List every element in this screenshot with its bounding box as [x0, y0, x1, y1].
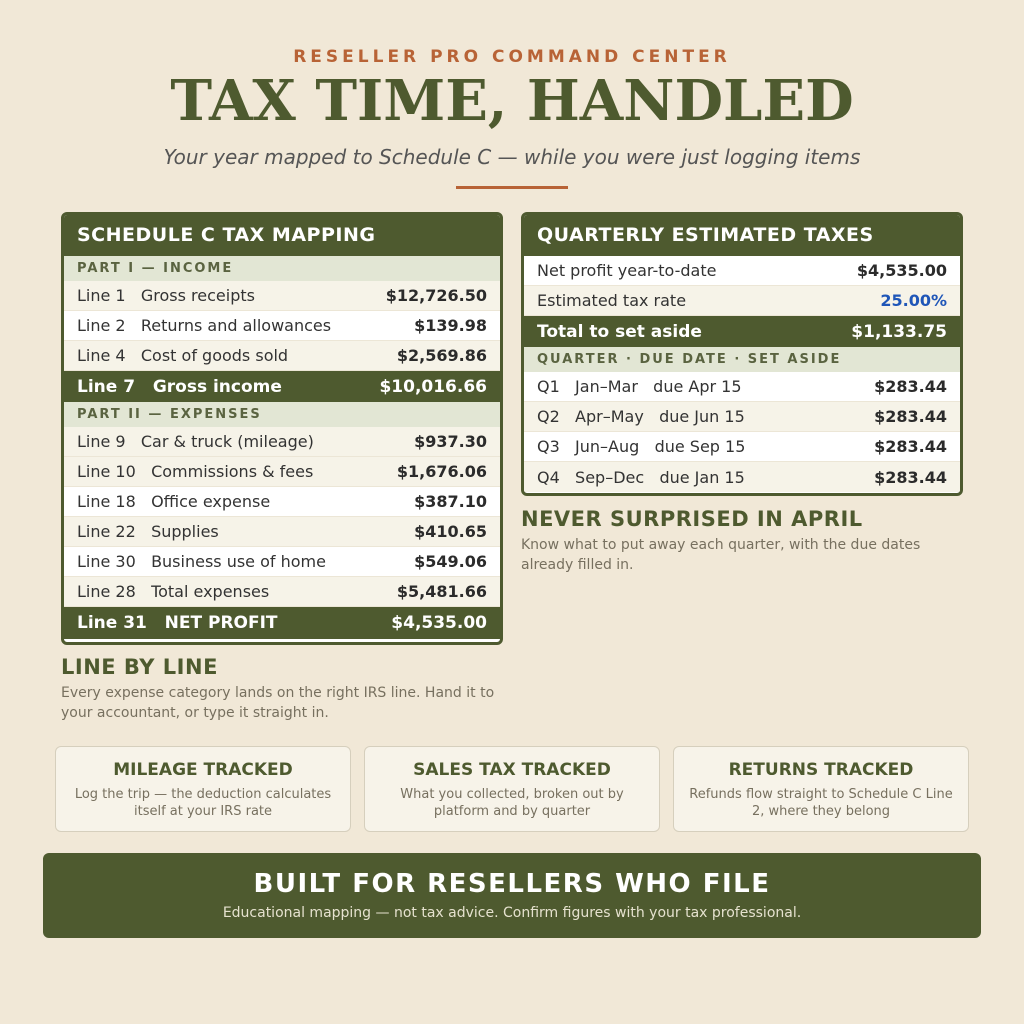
line-number: Line 30 [77, 552, 136, 571]
tile-text: Log the trip — the deduction calculates itself at your IRS rate [74, 787, 332, 819]
footer-banner [43, 853, 981, 938]
due-date: due Sep 15 [654, 437, 746, 456]
line-value: $4,535.00 [391, 613, 487, 633]
set-aside-amount: $283.44 [874, 377, 947, 396]
row-label: Total to set aside [537, 321, 702, 342]
line-number: Line 22 [77, 522, 136, 541]
table-row [64, 281, 500, 311]
tile-title: MILEAGE TRACKED [113, 760, 293, 780]
line-value: $2,569.86 [396, 346, 487, 365]
table-row [64, 457, 500, 487]
line-value: $12,726.50 [385, 286, 487, 305]
list-item [524, 432, 960, 462]
tile-title: SALES TAX TRACKED [413, 760, 611, 780]
table-row [64, 547, 500, 577]
line-number: Line 28 [77, 582, 136, 601]
line-label: NET PROFIT [164, 613, 278, 633]
line-label: Supplies [151, 522, 219, 541]
quarter-label: Q2 [537, 407, 560, 426]
line-label: Office expense [151, 492, 271, 511]
set-aside-amount: $283.44 [874, 437, 947, 456]
line-value: $5,481.66 [396, 582, 487, 601]
gross-income-row [64, 371, 500, 402]
eyebrow-label: RESELLER PRO COMMAND CENTER [293, 47, 731, 67]
quarter-columns-header: QUARTER · DUE DATE · SET ASIDE [524, 347, 960, 372]
line-number: Line 9 [77, 432, 126, 451]
line-value: $549.06 [414, 552, 487, 571]
net-profit-ytd-row [524, 256, 960, 286]
list-item [524, 402, 960, 432]
quarterly-card [521, 212, 963, 496]
quarter-range: Jun–Aug [575, 437, 640, 456]
line-value: $1,676.06 [396, 462, 487, 481]
line-number: Line 31 [77, 613, 147, 633]
due-date: due Jan 15 [659, 467, 745, 487]
quarter-range: Apr–May [575, 407, 644, 426]
line-label: Commissions & fees [151, 462, 314, 481]
line-value: $139.98 [414, 316, 487, 335]
line-label: Returns and allowances [140, 316, 332, 335]
line-label: Business use of home [151, 552, 326, 571]
subhead: Your year mapped to Schedule C — while you were just logging items [163, 145, 861, 169]
due-date: due Apr 15 [653, 377, 742, 396]
tax-rate-row [524, 286, 960, 316]
quarter-label: Q3 [537, 437, 560, 456]
set-aside-total-row [524, 316, 960, 347]
line-value: $387.10 [414, 492, 487, 511]
line-label: Car & truck (mileage) [140, 432, 314, 451]
net-profit-row [64, 607, 500, 639]
disclaimer-text: Educational mapping — not tax advice. Confirm figures with your tax professional. [222, 905, 802, 921]
banner-title: BUILT FOR RESELLERS WHO FILE [253, 869, 771, 899]
row-value: $1,133.75 [851, 321, 947, 342]
headline: TAX TIME, HANDLED [170, 68, 854, 134]
line-number: Line 18 [77, 492, 136, 511]
part2-header: PART II — EXPENSES [64, 402, 500, 427]
returns-tile [673, 746, 969, 832]
april-title: NEVER SURPRISED IN APRIL [521, 507, 863, 531]
sales-tax-tile [364, 746, 660, 832]
list-item [524, 462, 960, 492]
line-label: Cost of goods sold [140, 346, 289, 365]
tile-text: Refunds flow straight to Schedule C Line 2, where they belong [689, 787, 953, 819]
table-row [64, 311, 500, 341]
line-label: Total expenses [151, 582, 270, 601]
april-text: Know what to put away each quarter, with the due dates already filled in. [521, 537, 921, 573]
quarter-label: Q1 [537, 377, 560, 396]
line-value: $410.65 [414, 522, 487, 541]
tile-title: RETURNS TRACKED [728, 760, 914, 780]
schedule-c-title: SCHEDULE C TAX MAPPING [64, 215, 500, 256]
list-item [524, 372, 960, 402]
line-by-line-title: LINE BY LINE [61, 655, 218, 679]
line-number: Line 2 [77, 316, 126, 335]
line-label: Gross receipts [140, 286, 255, 305]
mileage-tile [55, 746, 351, 832]
set-aside-amount: $283.44 [874, 407, 947, 426]
set-aside-amount: $283.44 [874, 467, 947, 487]
table-row [64, 577, 500, 607]
quarter-label: Q4 [537, 467, 560, 487]
line-number: Line 1 [77, 286, 126, 305]
quarter-range: Sep–Dec [575, 467, 645, 487]
row-value: $4,535.00 [856, 261, 947, 280]
row-label: Estimated tax rate [537, 291, 687, 310]
row-label: Net profit year-to-date [537, 261, 717, 280]
line-by-line-text: Every expense category lands on the right IRS line. Hand it to your accountant, or type it straight in. [61, 685, 495, 721]
line-label: Gross income [152, 376, 282, 397]
table-row [64, 517, 500, 547]
tile-text: What you collected, broken out by platform and by quarter [400, 787, 624, 819]
table-row [64, 427, 500, 457]
schedule-c-card [61, 212, 503, 645]
line-number: Line 4 [77, 346, 126, 365]
quarter-range: Jan–Mar [575, 377, 638, 396]
divider-rule [456, 186, 568, 189]
line-number: Line 7 [77, 376, 136, 397]
tax-rate-value: 25.00% [880, 291, 947, 310]
quarterly-title: QUARTERLY ESTIMATED TAXES [524, 215, 960, 256]
line-number: Line 10 [77, 462, 136, 481]
part1-header: PART I — INCOME [64, 256, 500, 281]
due-date: due Jun 15 [659, 407, 745, 426]
line-value: $10,016.66 [379, 376, 487, 397]
table-row [64, 341, 500, 371]
table-row [64, 487, 500, 517]
line-value: $937.30 [414, 432, 487, 451]
